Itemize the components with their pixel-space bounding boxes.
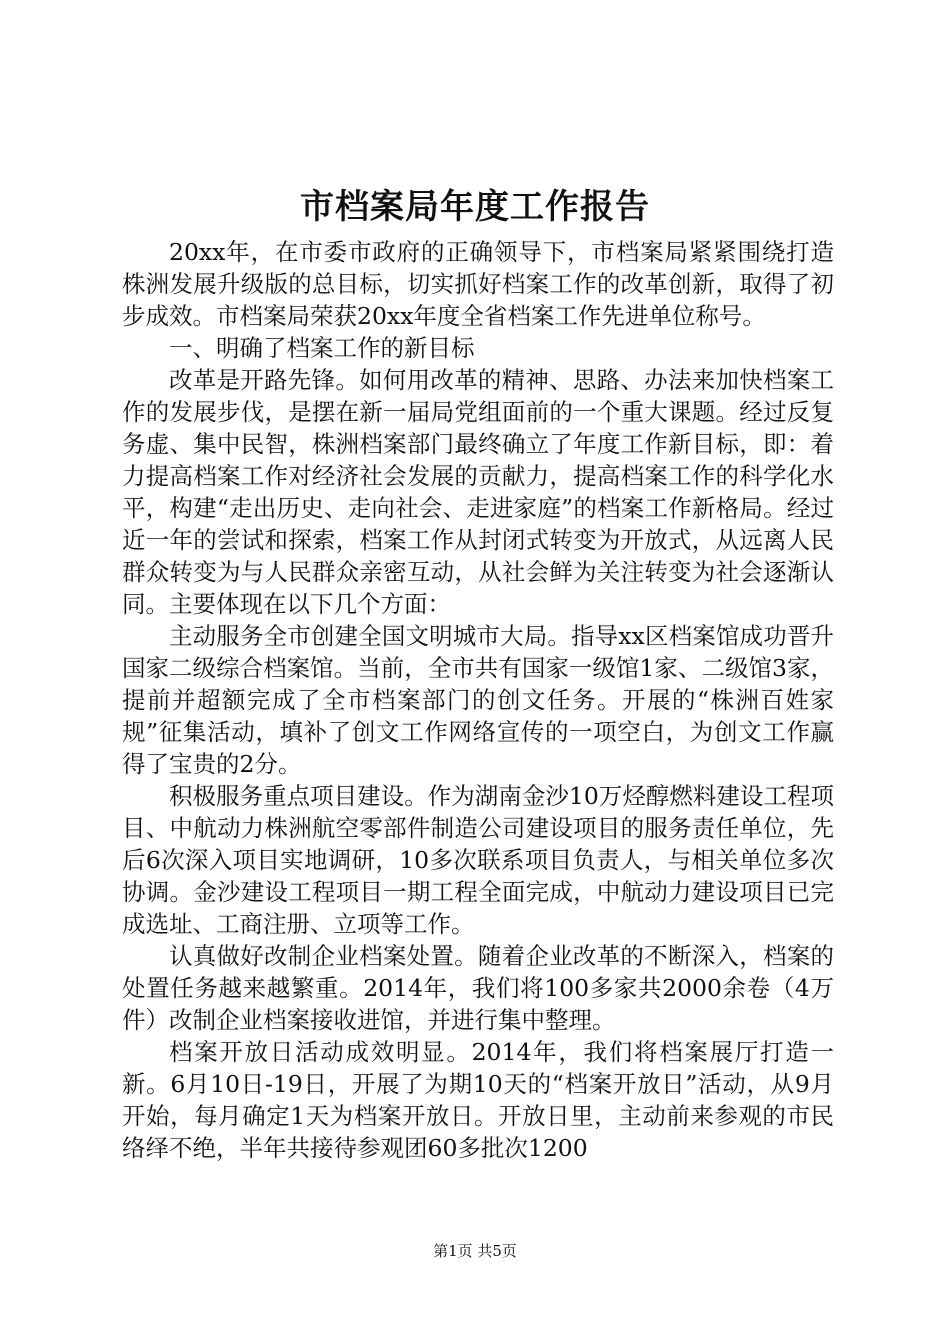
document-body (122, 236, 834, 1164)
paragraph-open-day: 档案开放日活动成效明显。2014年，我们将档案展厅打造一新。6月10日-19日，开展了为期10天的“档案开放日”活动，从9月开始，每月确定1天为档案开放日。开放日里，主动前来参观的市民络绎不绝，半年共接待参观团60多批次1200 (122, 1038, 834, 1162)
page-number: 第1页 共5页 (433, 1242, 517, 1260)
paragraph-reform: 改革是开路先锋。如何用改革的精神、思路、办法来加快档案工作的发展步伐，是摆在新一届局党组面前的一个重大课题。经过反复务虚、集中民智，株洲档案部门最终确立了年度工作新目标，即：着力提高档案工作对经济社会发展的贡献力，提高档案工作的科学化水平，构建“走出历史、走向社会、走进家庭”的档案工作新格局。经过近一年的尝试和探索，档案工作从封闭式转变为开放式，从远离人民群众转变为与人民群众亲密互动，从社会鲜为关注转变为社会逐渐认同。主要体现在以下几个方面： (122, 366, 834, 618)
document-title: 市档案局年度工作报告 (300, 187, 650, 227)
paragraph-enterprise-archives: 认真做好改制企业档案处置。随着企业改革的不断深入，档案的处置任务越来越繁重。2014年，我们将100多家共2000余卷（4万件）改制企业档案接收进馆，并进行集中整理。 (122, 942, 834, 1034)
paragraph-key-projects: 积极服务重点项目建设。作为湖南金沙10万烃醇燃料建设工程项目、中航动力株洲航空零部件制造公司建设项目的服务责任单位，先后6次深入项目实地调研，10多次联系项目负责人，与相关单位多次协调。金沙建设工程项目一期工程全面完成，中航动力建设项目已完成选址、工商注册、立项等工作。 (122, 782, 834, 938)
section-heading-1: 一、明确了档案工作的新目标 (169, 334, 475, 362)
paragraph-civilized-city: 主动服务全市创建全国文明城市大局。指导xx区档案馆成功晋升国家二级综合档案馆。当前，全市共有国家一级馆1家、二级馆3家，提前并超额完成了全市档案部门的创文任务。开展的“株洲百姓家规”征集活动，填补了创文工作网络宣传的一项空白，为创文工作赢得了宝贵的2分。 (122, 622, 834, 778)
paragraph-intro: 20xx年，在市委市政府的正确领导下，市档案局紧紧围绕打造株洲发展升级版的总目标，切实抓好档案工作的改革创新，取得了初步成效。市档案局荣获20xx年度全省档案工作先进单位称号。 (122, 238, 834, 330)
